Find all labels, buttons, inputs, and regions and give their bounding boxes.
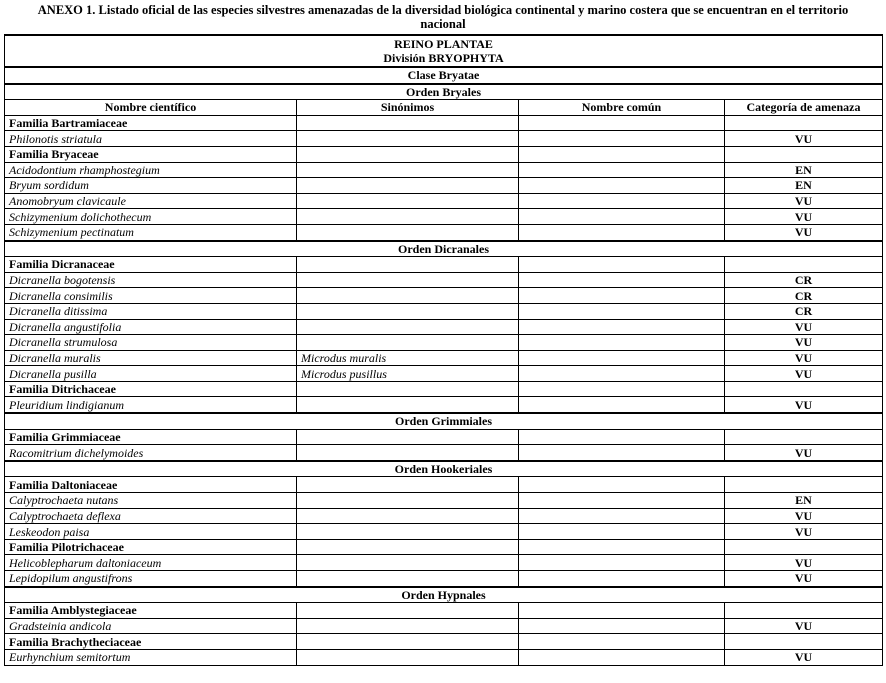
species-row	[5, 571, 883, 587]
threat-category: VU	[725, 571, 883, 587]
category-cell	[725, 257, 883, 273]
threat-category: VU	[725, 555, 883, 571]
threat-category: VU	[725, 335, 883, 351]
synonym-cell	[297, 445, 519, 461]
common-name-cell	[519, 335, 725, 351]
family-name: Familia Dicranaceae	[5, 257, 297, 273]
header-synonyms: Sinónimos	[297, 100, 519, 116]
species-row	[5, 272, 883, 288]
common-name-cell	[519, 257, 725, 273]
scientific-name: Calyptrochaeta nutans	[5, 493, 297, 509]
common-name-cell	[519, 381, 725, 397]
species-row	[5, 162, 883, 178]
common-name-cell	[519, 319, 725, 335]
threat-category: VU	[725, 397, 883, 413]
scientific-name: Anomobryum clavicaule	[5, 193, 297, 209]
threat-category: VU	[725, 193, 883, 209]
scientific-name: Calyptrochaeta deflexa	[5, 508, 297, 524]
synonym-cell	[297, 477, 519, 493]
threat-category: VU	[725, 524, 883, 540]
kingdom-label: REINO PLANTAE	[394, 37, 493, 51]
species-row	[5, 178, 883, 194]
synonym-cell	[297, 224, 519, 240]
category-cell	[725, 477, 883, 493]
scientific-name: Helicoblepharum daltoniaceum	[5, 555, 297, 571]
species-row	[5, 366, 883, 382]
synonym-cell	[297, 335, 519, 351]
common-name-cell	[519, 508, 725, 524]
scientific-name: Gradsteinia andicola	[5, 618, 297, 634]
order-row	[5, 241, 883, 257]
species-row	[5, 397, 883, 413]
scientific-name: Bryum sordidum	[5, 178, 297, 194]
scientific-name: Dicranella muralis	[5, 350, 297, 366]
scientific-name: Dicranella bogotensis	[5, 272, 297, 288]
scientific-name: Dicranella strumulosa	[5, 335, 297, 351]
scientific-name: Dicranella angustifolia	[5, 319, 297, 335]
common-name-cell	[519, 445, 725, 461]
synonym-cell	[297, 257, 519, 273]
common-name-cell	[519, 350, 725, 366]
class-label: Clase Bryatae	[5, 67, 883, 84]
category-cell	[725, 634, 883, 650]
synonym-cell	[297, 429, 519, 445]
scientific-name: Racomitrium dichelymoides	[5, 445, 297, 461]
scientific-name: Philonotis striatula	[5, 131, 297, 147]
synonym-cell	[297, 162, 519, 178]
species-row	[5, 508, 883, 524]
synonym-cell	[297, 288, 519, 304]
synonym-cell: Microdus pusillus	[297, 366, 519, 382]
category-cell	[725, 115, 883, 131]
common-name-cell	[519, 288, 725, 304]
family-row	[5, 539, 883, 555]
synonym-cell	[297, 603, 519, 619]
common-name-cell	[519, 429, 725, 445]
synonym-cell: Microdus muralis	[297, 350, 519, 366]
scientific-name: Dicranella ditissima	[5, 303, 297, 319]
order-row	[5, 587, 883, 603]
synonym-cell	[297, 618, 519, 634]
synonym-cell	[297, 555, 519, 571]
common-name-cell	[519, 524, 725, 540]
division-label: División BRYOPHYTA	[383, 51, 504, 65]
family-row	[5, 115, 883, 131]
synonym-cell	[297, 115, 519, 131]
threat-category: VU	[725, 366, 883, 382]
synonym-cell	[297, 634, 519, 650]
synonym-cell	[297, 209, 519, 225]
species-row	[5, 350, 883, 366]
family-row	[5, 634, 883, 650]
common-name-cell	[519, 193, 725, 209]
species-row	[5, 319, 883, 335]
threat-category: EN	[725, 162, 883, 178]
common-name-cell	[519, 493, 725, 509]
family-name: Familia Bartramiaceae	[5, 115, 297, 131]
family-row	[5, 146, 883, 162]
threat-category: EN	[725, 178, 883, 194]
synonym-cell	[297, 319, 519, 335]
species-table	[4, 34, 883, 666]
threat-category: EN	[725, 493, 883, 509]
common-name-cell	[519, 209, 725, 225]
species-row	[5, 224, 883, 240]
common-name-cell	[519, 571, 725, 587]
scientific-name: Leskeodon paisa	[5, 524, 297, 540]
scientific-name: Acidodontium rhamphostegium	[5, 162, 297, 178]
species-row	[5, 288, 883, 304]
species-row	[5, 335, 883, 351]
title-line-2: nacional	[420, 17, 466, 31]
common-name-cell	[519, 272, 725, 288]
document-title	[0, 3, 886, 31]
species-row	[5, 524, 883, 540]
family-row	[5, 429, 883, 445]
threat-category: VU	[725, 445, 883, 461]
common-name-cell	[519, 555, 725, 571]
title-line-1: ANEXO 1. Listado oficial de las especies silvestres amenazadas de la diversidad biológica continental y marino costera que se encuentran en el territorio	[37, 3, 849, 17]
synonym-cell	[297, 131, 519, 147]
order-row	[5, 84, 883, 100]
scientific-name: Dicranella consimilis	[5, 288, 297, 304]
common-name-cell	[519, 115, 725, 131]
threat-category: VU	[725, 350, 883, 366]
category-cell	[725, 603, 883, 619]
family-row	[5, 477, 883, 493]
synonym-cell	[297, 397, 519, 413]
order-label: Orden Hypnales	[5, 587, 883, 603]
synonym-cell	[297, 303, 519, 319]
common-name-cell	[519, 178, 725, 194]
family-row	[5, 603, 883, 619]
kingdom-division-cell	[5, 35, 883, 67]
scientific-name: Dicranella pusilla	[5, 366, 297, 382]
common-name-cell	[519, 162, 725, 178]
threat-category: VU	[725, 131, 883, 147]
scientific-name: Pleuridium lindigianum	[5, 397, 297, 413]
order-label: Orden Grimmiales	[5, 413, 883, 429]
common-name-cell	[519, 603, 725, 619]
species-row	[5, 131, 883, 147]
family-name: Familia Amblystegiaceae	[5, 603, 297, 619]
scientific-name: Schizymenium dolichothecum	[5, 209, 297, 225]
scientific-name: Lepidopilum angustifrons	[5, 571, 297, 587]
common-name-cell	[519, 397, 725, 413]
synonym-cell	[297, 539, 519, 555]
species-row	[5, 649, 883, 665]
threat-category: CR	[725, 303, 883, 319]
family-name: Familia Pilotrichaceae	[5, 539, 297, 555]
common-name-cell	[519, 649, 725, 665]
synonym-cell	[297, 193, 519, 209]
threat-category: VU	[725, 649, 883, 665]
common-name-cell	[519, 477, 725, 493]
species-row	[5, 193, 883, 209]
synonym-cell	[297, 571, 519, 587]
common-name-cell	[519, 146, 725, 162]
family-row	[5, 381, 883, 397]
synonym-cell	[297, 524, 519, 540]
species-row	[5, 555, 883, 571]
family-name: Familia Brachytheciaceae	[5, 634, 297, 650]
header-scientific-name: Nombre científico	[5, 100, 297, 116]
family-name: Familia Grimmiaceae	[5, 429, 297, 445]
threat-category: VU	[725, 319, 883, 335]
common-name-cell	[519, 618, 725, 634]
threat-category: VU	[725, 508, 883, 524]
category-cell	[725, 381, 883, 397]
header-threat-category: Categoría de amenaza	[725, 100, 883, 116]
category-cell	[725, 429, 883, 445]
order-label: Orden Dicranales	[5, 241, 883, 257]
common-name-cell	[519, 131, 725, 147]
synonym-cell	[297, 508, 519, 524]
species-row	[5, 493, 883, 509]
synonym-cell	[297, 146, 519, 162]
order-label: Orden Hookeriales	[5, 461, 883, 477]
threat-category: VU	[725, 224, 883, 240]
scientific-name: Schizymenium pectinatum	[5, 224, 297, 240]
synonym-cell	[297, 381, 519, 397]
column-header-row	[5, 100, 883, 116]
threat-category: VU	[725, 618, 883, 634]
order-row	[5, 413, 883, 429]
category-cell	[725, 539, 883, 555]
family-name: Familia Daltoniaceae	[5, 477, 297, 493]
synonym-cell	[297, 649, 519, 665]
threat-category: CR	[725, 288, 883, 304]
threat-category: VU	[725, 209, 883, 225]
family-row	[5, 257, 883, 273]
order-row	[5, 461, 883, 477]
common-name-cell	[519, 366, 725, 382]
species-row	[5, 618, 883, 634]
common-name-cell	[519, 539, 725, 555]
species-row	[5, 209, 883, 225]
header-common-name: Nombre común	[519, 100, 725, 116]
threat-category: CR	[725, 272, 883, 288]
family-name: Familia Bryaceae	[5, 146, 297, 162]
scientific-name: Eurhynchium semitortum	[5, 649, 297, 665]
common-name-cell	[519, 224, 725, 240]
common-name-cell	[519, 303, 725, 319]
species-row	[5, 445, 883, 461]
common-name-cell	[519, 634, 725, 650]
synonym-cell	[297, 493, 519, 509]
family-name: Familia Ditrichaceae	[5, 381, 297, 397]
category-cell	[725, 146, 883, 162]
order-label: Orden Bryales	[5, 84, 883, 100]
synonym-cell	[297, 178, 519, 194]
synonym-cell	[297, 272, 519, 288]
species-row	[5, 303, 883, 319]
